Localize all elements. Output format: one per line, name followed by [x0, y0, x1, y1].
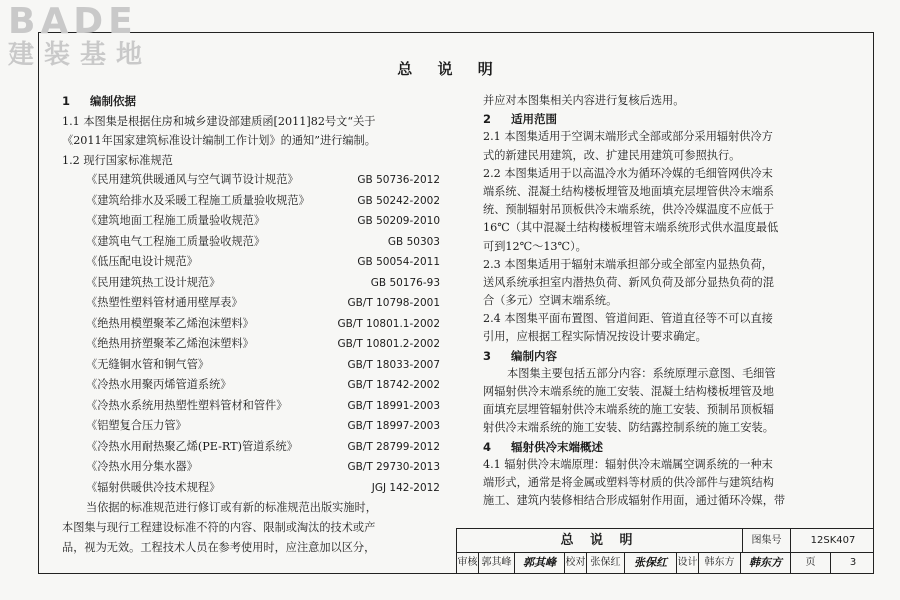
paragraph-line: 射供冷末端系统的施工安装、防结露控制系统的施工安装。 [483, 421, 774, 435]
paragraph-line: 品，视为无效。工程技术人员在参考使用时，应注意加以区分， [62, 540, 376, 554]
standard-item [62, 416, 444, 437]
paragraph-line: 当依据的标准规范进行修订或有新的标准规范出版实施时， [86, 501, 377, 515]
section-heading: 1 编制依据 [62, 94, 137, 108]
page-title: 总 说 明 [397, 60, 503, 78]
section-heading: 4 辐射供冷末端概述 [483, 439, 604, 454]
logo-subtitle: 建装基地 [8, 40, 153, 70]
standard-item [62, 396, 444, 417]
standard-code: GB/T 18991-2003 [347, 399, 440, 412]
paragraph-line: 2.3 本图集适用于辐射末端承担部分或全部室内显热负荷， [483, 257, 773, 271]
reviewer-name: 郭其峰 [479, 553, 515, 573]
standards-list [62, 170, 444, 498]
standard-item [62, 478, 444, 499]
paragraph-line: 面填充层埋管辐射供冷末端系统的施工安装、预制吊顶板辐 [483, 403, 774, 417]
logo-wordmark: BADE [8, 1, 138, 42]
paragraph-line: 式的新建民用建筑，改、扩建民用建筑可参照执行。 [483, 148, 741, 162]
paragraph-line: 1.1 本图集是根据住房和城乡建设部建质函[2011]82号文“关于 [62, 114, 376, 128]
standard-name: 《热塑性塑料管材通用壁厚表》 [86, 296, 243, 310]
title-block-header [457, 529, 874, 553]
paragraph-line: 2.1 本图集适用于空调末端形式全部或部分采用辐射供冷方 [483, 130, 773, 144]
standard-item [62, 191, 444, 212]
standard-code: GB/T 18997-2003 [347, 420, 440, 433]
standard-name: 《建筑给排水及采暖工程施工质量验收规范》 [86, 193, 310, 207]
designer-signature: 韩东方 [741, 553, 791, 573]
paragraph-line: 施工、建筑内装修相结合形成辐射作用面，通过循环冷媒，带 [483, 494, 786, 508]
standard-code: GB/T 18742-2002 [347, 379, 440, 392]
standard-name: 《冷热水用分集水器》 [86, 460, 198, 474]
title-block [456, 528, 874, 574]
checker-signature: 张保红 [625, 553, 677, 573]
standard-item [62, 252, 444, 273]
standard-name: 《建筑电气工程施工质量验收规范》 [86, 234, 266, 248]
standard-item [62, 273, 444, 294]
standard-code: GB/T 10801.1-2002 [337, 317, 440, 330]
standard-code: GB 50176-93 [370, 276, 440, 289]
paragraph-line: 2.2 本图集适用于以高温冷水为循环冷媒的毛细管网供冷末 [483, 166, 773, 180]
standard-name: 《冷热水用聚丙烯管道系统》 [86, 378, 232, 392]
section-heading: 3 编制内容 [483, 348, 558, 363]
left-column [62, 92, 444, 557]
standard-code: GB/T 10798-2001 [347, 297, 440, 310]
paragraph-line: 引用，应根据工程实际情况按设计要求确定。 [483, 330, 707, 344]
standard-item [62, 437, 444, 458]
standard-code: GB/T 28799-2012 [347, 440, 440, 453]
paragraph-line: 并应对本图集相关内容进行复核后选用。 [483, 94, 685, 107]
paragraph-line: 2.4 本图集平面布置图、管道间距、管道直径等不可以直接 [483, 312, 773, 326]
standard-code: GB/T 18033-2007 [347, 358, 440, 371]
standard-code: GB 50054-2011 [357, 256, 440, 269]
standard-item [62, 334, 444, 355]
standard-name: 《绝热用模塑聚苯乙烯泡沫塑料》 [86, 316, 254, 330]
standard-name: 《无缝铜水管和铜气管》 [86, 357, 210, 371]
standard-item [62, 375, 444, 396]
standard-item [62, 293, 444, 314]
standard-item [62, 457, 444, 478]
standard-item [62, 170, 444, 191]
paragraph-line: 统、预制辐射吊顶板供冷末端系统，供冷冷媒温度不应低于 [483, 203, 774, 217]
subsection-heading: 1.2 现行国家标准规范 [62, 153, 173, 167]
paragraph-line: 4.1 辐射供冷末端原理：辐射供冷末端属空调系统的一种末 [483, 457, 773, 471]
paragraph-line: 网辐射供冷末端系统的施工安装、混凝土结构楼板埋管及地 [483, 385, 774, 398]
standard-code: GB/T 29730-2013 [347, 461, 440, 474]
standard-name: 《冷热水系统用热塑性塑料管材和管件》 [86, 398, 288, 412]
standard-code: GB 50303 [387, 235, 440, 248]
check-label: 校对 [565, 553, 587, 573]
review-label: 审核 [457, 553, 479, 573]
paragraph-line: 送风系统承担室内潜热负荷、新风负荷及部分显热负荷的混 [483, 275, 774, 289]
section-heading: 2 适用范围 [483, 112, 558, 127]
paragraph-line: 本图集与现行工程建设标准不符的内容、限制或淘汰的技术或产 [62, 520, 376, 534]
standard-name: 《建筑地面工程施工质量验收规范》 [86, 214, 266, 228]
standard-name: 《低压配电设计规范》 [86, 255, 198, 269]
paragraph-line: 《2011年国家建筑标准设计编制工作计划》的通知”进行编制。 [62, 134, 376, 148]
title-block-title: 总 说 明 [457, 529, 743, 552]
atlas-number-label: 图集号 [743, 529, 791, 552]
standard-name: 《绝热用挤塑聚苯乙烯泡沫塑料》 [86, 337, 254, 351]
atlas-number: 12SK407 [810, 535, 856, 546]
designer-name: 韩东方 [699, 553, 741, 573]
paragraph-line: 端系统、混凝土结构楼板埋管及地面填充层埋管供冷末端系 [483, 184, 774, 198]
standard-code: GB/T 10801.2-2002 [337, 338, 440, 351]
standard-name: 《铝塑复合压力管》 [86, 419, 187, 433]
standard-name: 《民用建筑热工设计规范》 [86, 275, 221, 289]
standard-code: GB 50209-2010 [357, 215, 440, 228]
paragraph-line: 端形式，通常是将金属或塑料等材质的供冷部件与建筑结构 [483, 475, 774, 489]
page-label: 页 [791, 553, 831, 573]
paragraph-line: 合（多元）空调末端系统。 [483, 294, 618, 308]
design-label: 设计 [677, 553, 699, 573]
standard-item [62, 232, 444, 253]
right-column [483, 92, 838, 510]
standard-name: 《冷热水用耐热聚乙烯(PE-RT)管道系统》 [86, 439, 298, 453]
standard-code: GB 50242-2002 [357, 194, 440, 207]
paragraph-line: 本图集主要包括五部分内容：系统原理示意图、毛细管 [507, 366, 776, 380]
standard-item [62, 314, 444, 335]
paragraph-line: 可到12℃～13℃）。 [483, 239, 587, 253]
reviewer-signature: 郭其峰 [515, 553, 565, 573]
standard-code: JGJ 142-2012 [371, 481, 440, 494]
standard-name: 《民用建筑供暖通风与空气调节设计规范》 [86, 173, 299, 187]
standard-item [62, 355, 444, 376]
standard-code: GB 50736-2012 [357, 174, 440, 187]
title-block-signatures [457, 553, 874, 573]
page-number: 3 [849, 557, 857, 568]
checker-name: 张保红 [587, 553, 625, 573]
standard-item [62, 211, 444, 232]
paragraph-line: 16℃（其中混凝土结构楼板埋管末端系统形式供水温度最低 [483, 221, 779, 235]
standard-name: 《辐射供暖供冷技术规程》 [86, 480, 221, 494]
